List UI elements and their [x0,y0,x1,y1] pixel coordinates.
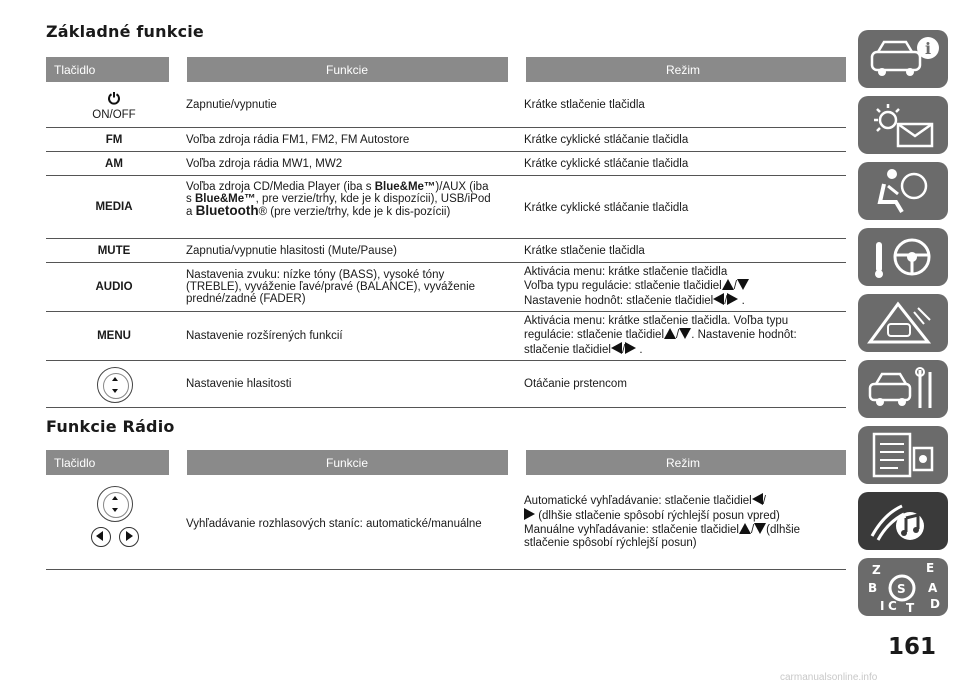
table-row [46,128,846,152]
arrow-right-icon [625,342,636,354]
index-letter: S [897,582,906,596]
power-button [46,91,182,121]
table-header-radio [46,450,846,475]
col-header-function: Funkcie [326,456,369,470]
mode-text: Aktivácia menu: krátke stlačenie tlačidla. Voľba typu regulácie: stlačenie tlačidiel / . Nastavenie hodnôt: stlačenie tlačidiel / . [524,315,797,356]
mode-text: Krátke stlačenie tlačidla [524,245,645,257]
table-row [46,239,846,263]
maintenance-icon [858,360,948,418]
index-letter: B [868,581,878,595]
section-title-radio: Funkcie Rádio [46,417,175,436]
mode-text: Krátke stlačenie tlačidla [524,99,645,111]
table-row [46,361,846,408]
car-info-icon [858,30,948,88]
tab-specifications[interactable] [858,426,948,484]
table-row [46,152,846,176]
button-label: MEDIA [95,201,133,213]
function-text: Zapnutie/vypnutie [186,99,277,111]
arrow-down-icon [679,328,691,339]
table-row [46,176,846,239]
index-icon [858,558,948,616]
arrow-left-icon [611,342,622,354]
section-title-basic: Základné funkcie [46,22,204,41]
arrow-up-icon [664,328,676,339]
tab-warning-lights[interactable] [858,96,948,154]
mode-text: Krátke cyklické stláčanie tlačidla [524,134,689,146]
col-header-mode: Režim [666,63,701,77]
index-letter: C [888,599,897,613]
function-text: Zapnutia/vypnutie hlasitosti (Mute/Pause) [186,245,397,257]
table-row [46,476,846,570]
steering-wheel-icon [858,228,948,286]
seek-left-button-icon [91,527,111,547]
warning-lights-icon [858,96,948,154]
function-text: Vyhľadávanie rozhlasových staníc: automatické/manuálne [186,518,482,530]
function-text: Voľba zdroja rádia FM1, FM2, FM Autostore [186,134,410,146]
index-letter: E [926,561,935,575]
arrow-right-icon [727,293,738,305]
table-row [46,312,846,361]
col-header-button: Tlačidlo [54,456,96,470]
function-text: Nastavenia zvuku: nízke tóny (BASS), vysoké tóny (TREBLE), vyváženie ľavé/pravé (BALANCE), vyváženie predné/zadné (FADER) [186,269,476,305]
arrow-down-icon [737,279,749,290]
button-label: MENU [97,330,131,342]
table-header-basic [46,57,846,82]
function-text: Voľba zdroja CD/Media Player (iba s Blue&Me™)/AUX (iba s Blue&Me™, pre verzie/trhy, kde je k dispozícii), USB/iPod a Bluetooth® (pre verzie/trhy, kde je k dis-pozícii) [186,181,491,218]
tab-emergency[interactable] [858,294,948,352]
table-row [46,263,846,312]
button-label: AM [105,158,123,170]
col-header-button: Tlačidlo [54,63,96,77]
mode-text: Krátke cyklické stláčanie tlačidla [524,158,689,170]
table-row [46,83,846,128]
mode-text: Krátke cyklické stláčanie tlačidla [524,202,689,214]
svg-text:i: i [925,39,932,58]
index-letter: T [906,601,915,615]
arrow-left-icon [752,493,763,505]
index-letter: D [930,597,940,611]
arrow-right-icon [524,508,535,520]
arrow-up-icon [722,279,734,290]
page-number: 161 [888,634,937,660]
index-letter: Z [872,563,881,577]
multimedia-icon [858,492,948,550]
tab-steering-wheel[interactable] [858,228,948,286]
footer-watermark: carmanualsonline.info [780,672,878,683]
tab-car-info[interactable] [858,30,948,88]
button-label: ON/OFF [92,109,136,121]
tab-multimedia[interactable] [858,492,948,550]
mode-text: Automatické vyhľadávanie: stlačenie tlačidiel / (dlhšie stlačenie spôsobí rýchlejší posun vpred) Manuálne vyhľadávanie: stlačenie tlačidiel / (dlhšie stlačenie spôsobí rýchlejší posun) [524,495,801,549]
airbag-seat-icon [858,162,948,220]
specifications-icon [858,426,948,484]
button-label: FM [105,134,123,146]
mode-text: Aktivácia menu: krátke stlačenie tlačidla Voľba typu regulácie: stlačenie tlačidiel / Nastavenie hodnôt: stlačenie tlačidiel / . [524,266,844,308]
arrow-down-icon [754,523,766,534]
arrow-up-icon [739,523,751,534]
function-text: Voľba zdroja rádia MW1, MW2 [186,158,343,170]
arrow-left-icon [713,293,724,305]
volume-knob-icon [97,367,133,403]
button-label: AUDIO [95,281,133,293]
tab-maintenance[interactable] [858,360,948,418]
function-text: Nastavenie rozšírených funkcií [186,330,343,342]
index-letter: I [880,599,885,613]
mode-text: Otáčanie prstencom [524,378,627,390]
col-header-function: Funkcie [326,63,369,77]
seek-right-button-icon [119,527,139,547]
index-letter: A [928,581,938,595]
col-header-mode: Režim [666,456,701,470]
emergency-road-icon [858,294,948,352]
tuning-knob-icon [97,486,133,522]
button-label: MUTE [97,245,131,257]
power-icon [107,91,121,105]
function-text: Nastavenie hlasitosti [186,378,292,390]
tab-airbag-seat[interactable] [858,162,948,220]
tab-index[interactable] [858,558,948,616]
